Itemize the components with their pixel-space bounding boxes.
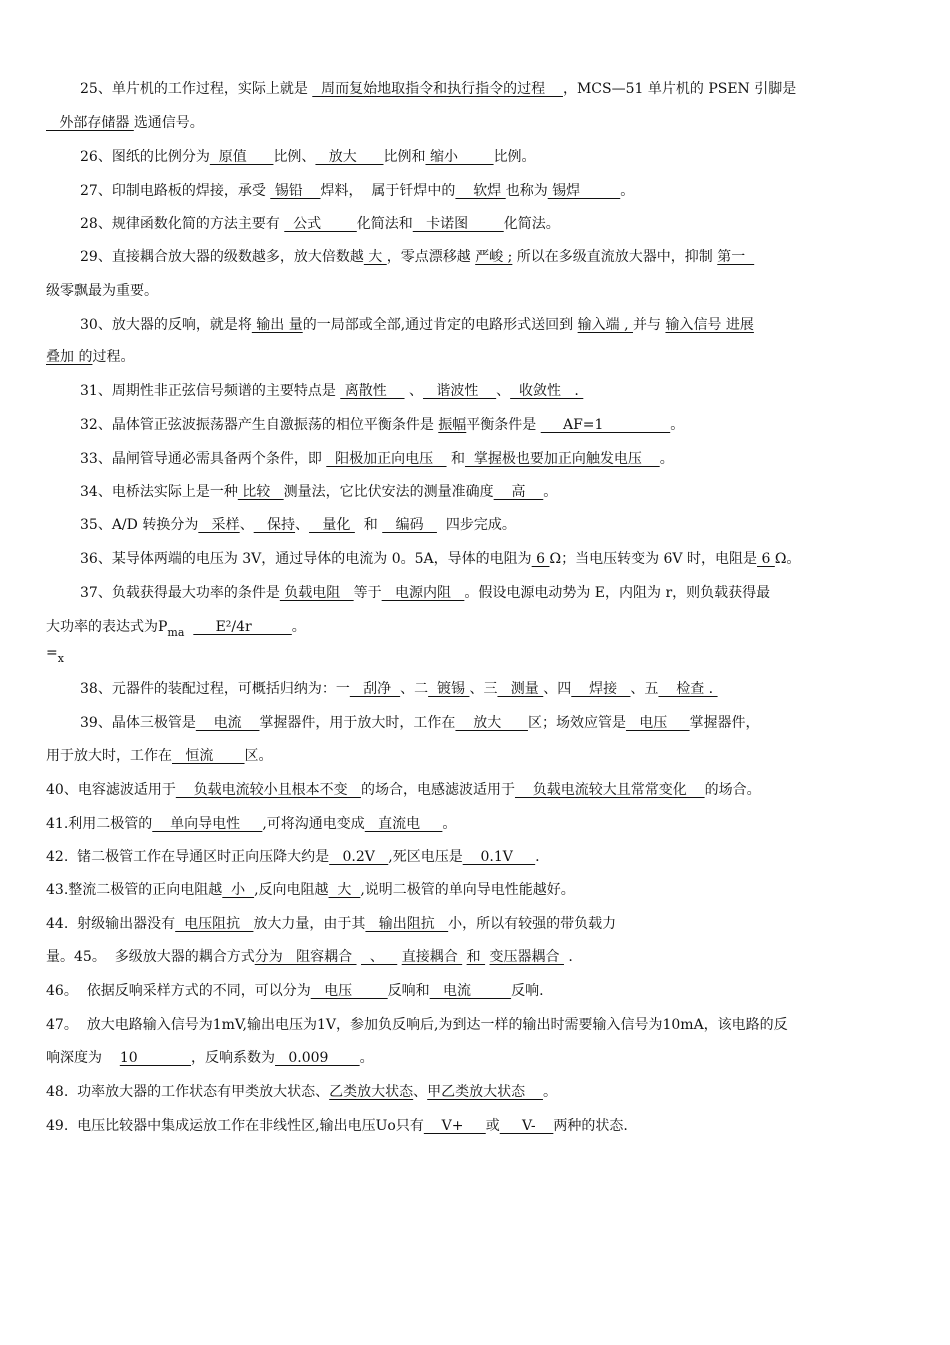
answer-blank: 和 (466, 949, 486, 965)
question-text: 、 (496, 383, 511, 399)
answer-blank: 收敛性 . (510, 383, 584, 399)
answer-blank: 小 (222, 882, 255, 898)
question-line (46, 616, 908, 638)
question-text: 35、A/D 转换分为 (80, 517, 199, 533)
answer-blank: 采样 (198, 517, 240, 533)
question-line (46, 112, 908, 134)
question-text: 31、周期性非正弦信号频谱的主要特点是 (80, 383, 341, 399)
question-line (46, 1047, 908, 1069)
question-text: 。假设电源电动势为 E，内阻为 r，则负载获得最 (464, 585, 771, 601)
answer-blank: E²/4r (193, 619, 292, 635)
question-text: 46。 依据反响采样方式的不同，可以分为 (46, 983, 311, 999)
answer-blank: 严峻 ; (475, 249, 513, 265)
question-text: 。 (359, 1050, 374, 1066)
answer-blank: V+ (423, 1118, 486, 1134)
question-text: 39、晶体三极管是 (80, 715, 196, 731)
question-text: ,说明二极管的单向导电性能越好。 (360, 882, 575, 898)
question-line (80, 180, 908, 202)
answer-blank: 阳极加正向电压 (326, 451, 447, 467)
answer-blank: 输入信号 进展 (665, 317, 754, 333)
answer-blank: 高 (493, 484, 544, 500)
answer-blank: 输出 量 (251, 317, 303, 333)
answer-blank: 0.1V (462, 849, 536, 865)
answer-blank: 锡铅 (270, 183, 321, 199)
question-line (80, 314, 908, 336)
question-line (46, 346, 908, 368)
question-text: 测量法，它比伏安法的测量准确度 (283, 484, 494, 500)
question-text: = (46, 645, 58, 661)
question-text: 47。 放大电路输入信号为1mV,输出电压为1V，参加负反响后,为到达一样的输出时需要输入信号为10mA，该电路的反 (46, 1017, 788, 1033)
question-text: 。 (291, 619, 306, 635)
answer-blank: 6 (757, 551, 775, 567)
question-text: 过程。 (92, 349, 135, 365)
question-text: 放大力量，由于其 (253, 916, 366, 932)
question-text: 响深度为 (46, 1050, 120, 1066)
question-line (46, 1014, 908, 1036)
question-line (46, 946, 908, 968)
subscript-text: x (57, 652, 64, 664)
question-line (46, 1115, 908, 1137)
question-text: 44. 射级输出器没有 (46, 916, 176, 932)
question-text: 28、规律函数化简的方法主要有 (80, 216, 285, 232)
question-text: 和 (354, 517, 383, 533)
question-text: Ω。 (774, 551, 801, 567)
answer-blank: 大 (363, 249, 387, 265)
question-text: 、三 (469, 681, 498, 697)
answer-blank: 振幅 (438, 417, 467, 433)
question-text: 。 (543, 484, 558, 500)
question-text: 大功率的表达式为P (46, 619, 168, 635)
answer-blank: 电流 (195, 715, 260, 731)
answer-blank: 甲乙类放大状态 (427, 1084, 543, 1100)
answer-blank: 编码 (382, 517, 437, 533)
question-text: 43.整流二极管的正向电阻越 (46, 882, 223, 898)
answer-blank: 锡焊 (547, 183, 621, 199)
question-line (80, 78, 908, 100)
answer-blank: 外部存储器 (46, 115, 134, 131)
question-line (80, 712, 908, 734)
question-text: 反响和 (387, 983, 430, 999)
answer-blank: 掌握极也要加正向触发电压 (464, 451, 660, 467)
question-text: 的场合，电感滤波适用于 (360, 782, 515, 798)
answer-blank: V- (499, 1118, 554, 1134)
question-text: ，反响系数为 (191, 1050, 276, 1066)
question-text: 42. 锗二极管工作在导通区时正向压降大约是 (46, 849, 330, 865)
answer-blank: 叠加 的 (46, 349, 93, 365)
question-text: . (535, 849, 540, 865)
question-line (46, 1081, 908, 1103)
answer-blank: 刮净 (349, 681, 401, 697)
question-text: 掌握器件， (689, 715, 760, 731)
question-text: 49. 电压比较器中集成运放工作在非线性区,输出电压Uo只有 (46, 1118, 424, 1134)
answer-blank: 缩小 (425, 149, 494, 165)
answer-blank: 单向导电性 (152, 816, 263, 832)
question-line (46, 280, 908, 302)
answer-blank: 电流 (429, 983, 512, 999)
answer-blank: 乙类放大状态 (329, 1084, 414, 1100)
answer-blank: 电压 (625, 715, 690, 731)
subscript-text: ma (167, 626, 185, 638)
answer-blank: 变压器耦合 (489, 949, 564, 965)
question-line (80, 213, 908, 235)
answer-blank: 放大 (455, 715, 528, 731)
question-text: 的一局部或全部,通过肯定的电路形式送回到 (302, 317, 578, 333)
answer-blank: 原值 (209, 149, 274, 165)
answer-blank: 输出阻抗 (365, 916, 449, 932)
question-line (46, 980, 908, 1002)
question-text: 、 (295, 517, 310, 533)
answer-blank: 10 (119, 1050, 192, 1066)
question-text: 等于 (353, 585, 382, 601)
question-text: 25、单片机的工作过程，实际上就是 (80, 81, 313, 97)
question-text: 所以在多级直流放大器中，抑制 (512, 249, 718, 265)
question-line (46, 879, 908, 901)
question-text: 。 (659, 451, 674, 467)
question-text: 29、直接耦合放大器的级数越多，放大倍数越 (80, 249, 364, 265)
question-text: 比例、 (273, 149, 316, 165)
question-text: 化简法。 (503, 216, 560, 232)
question-text: 或 (485, 1118, 500, 1134)
answer-blank: 直接耦合 (401, 949, 463, 965)
question-text: 40、电容滤波适用于 (46, 782, 176, 798)
answer-blank: 软焊 (455, 183, 506, 199)
answer-blank: 保持 (253, 517, 296, 533)
answer-blank: 大 (328, 882, 361, 898)
answer-blank: 量化 (309, 517, 355, 533)
answer-blank: 电压 (310, 983, 388, 999)
question-text: 比例。 (493, 149, 536, 165)
question-text: 33、晶闸管导通必需具备两个条件，即 (80, 451, 327, 467)
answer-blank: 公式 (284, 216, 357, 232)
question-text: Ω；当电压转变为 6V 时，电阻是 (549, 551, 757, 567)
answer-blank: 镀锡 (428, 681, 470, 697)
question-text: 四步完成。 (436, 517, 516, 533)
answer-blank: 第一 (717, 249, 755, 265)
question-text: 26、图纸的比例分为 (80, 149, 210, 165)
question-text: 30、放大器的反响，就是将 (80, 317, 252, 333)
question-text: 化简法和 (356, 216, 413, 232)
answer-blank: 负载电流较大且常常变化 (514, 782, 705, 798)
answer-blank: 离散性 (340, 383, 405, 399)
answer-blank: 恒流 (172, 748, 245, 764)
answer-blank: AF=1 (540, 417, 671, 433)
question-line (80, 481, 908, 503)
question-line (46, 642, 908, 664)
answer-blank: 0.2V (329, 849, 389, 865)
answer-blank: 焊接 (571, 681, 631, 697)
question-line (80, 582, 908, 604)
question-text: . (563, 949, 573, 965)
question-text: ,死区电压是 (388, 849, 463, 865)
question-text: 、二 (400, 681, 429, 697)
question-text: 级零飘最为重要。 (46, 283, 158, 299)
answer-blank: 检查 . (658, 681, 718, 697)
question-text: ，MCS—51 单片机的 PSEN 引脚是 (562, 81, 797, 97)
question-text: 量。45。 多级放大器的耦合方式 (46, 949, 255, 965)
answer-blank: 电源内阻 (381, 585, 465, 601)
answer-blank: 谐波性 (422, 383, 497, 399)
question-line (80, 414, 908, 436)
question-line (80, 678, 908, 700)
answer-blank: 6 (531, 551, 550, 567)
answer-blank: 0.009 (275, 1050, 360, 1066)
question-text (184, 619, 193, 635)
question-text: 、 (413, 1084, 428, 1100)
answer-blank: 放大 (315, 149, 384, 165)
question-text: 。 (620, 183, 635, 199)
question-text: 34、电桥法实际上是一种 (80, 484, 238, 500)
question-line (80, 548, 908, 570)
answer-blank: 输入端 , (577, 317, 633, 333)
question-line (80, 448, 908, 470)
question-text: 掌握器件，用于放大时，工作在 (259, 715, 456, 731)
question-text: 比例和 (383, 149, 426, 165)
question-text: 27、印制电路板的焊接，承受 (80, 183, 271, 199)
question-line (46, 745, 908, 767)
answer-blank: 卡诺图 (412, 216, 504, 232)
question-text: 。 (442, 816, 457, 832)
answer-blank: 电压阻抗 (175, 916, 254, 932)
answer-blank: 负载电流较小且根本不变 (175, 782, 361, 798)
answer-blank: 分为 阻容耦合 (254, 949, 357, 965)
question-text: 、 (239, 517, 254, 533)
question-line (46, 813, 908, 835)
question-line (46, 913, 908, 935)
question-text: 区。 (244, 748, 273, 764)
question-text: 、四 (543, 681, 572, 697)
question-text: 反响. (511, 983, 544, 999)
question-text: 的场合。 (704, 782, 761, 798)
question-text: 。 (670, 417, 685, 433)
question-text: ，零点漂移越 (386, 249, 476, 265)
question-text: 38、元器件的装配过程，可概括归纳为：一 (80, 681, 350, 697)
answer-blank: 比较 (237, 484, 284, 500)
answer-blank: 负载电阻 (279, 585, 354, 601)
question-text: 、 (404, 383, 423, 399)
question-line (80, 146, 908, 168)
answer-blank: 周而复始地取指令和执行指令的过程 (312, 81, 563, 97)
question-text: 并与 (633, 317, 666, 333)
question-line (46, 779, 908, 801)
question-text: 小，所以有较强的带负载力 (448, 916, 617, 932)
question-text: 37、负载获得最大功率的条件是 (80, 585, 280, 601)
question-text: 、五 (630, 681, 659, 697)
question-text: 两种的状态. (553, 1118, 628, 1134)
question-text: 和 (446, 451, 465, 467)
question-line (80, 246, 908, 268)
answer-blank: 、 (360, 949, 398, 965)
question-text: 41.利用二极管的 (46, 816, 153, 832)
question-text: 也称为 (505, 183, 548, 199)
answer-blank: 测量 (497, 681, 544, 697)
question-line (46, 846, 908, 868)
question-text: 48. 功率放大器的工作状态有甲类放大状态、 (46, 1084, 330, 1100)
question-text: 32、晶体管正弦波振荡器产生自激振荡的相位平衡条件是 (80, 417, 439, 433)
question-text: 选通信号。 (133, 115, 204, 131)
question-text: 平衡条件是 (466, 417, 541, 433)
question-line (80, 514, 908, 536)
question-text: ,反向电阻越 (254, 882, 329, 898)
question-text: 36、某导体两端的电压为 3V，通过导体的电流为 0。5A，导体的电阻为 (80, 551, 532, 567)
question-line (80, 380, 908, 402)
question-text: 。 (542, 1084, 557, 1100)
answer-blank: 直流电 (364, 816, 443, 832)
question-text: 焊料， 属于钎焊中的 (320, 183, 456, 199)
question-text: ,可将沟通电变成 (262, 816, 365, 832)
question-text: 用于放大时，工作在 (46, 748, 172, 764)
question-text: 区；场效应管是 (527, 715, 626, 731)
